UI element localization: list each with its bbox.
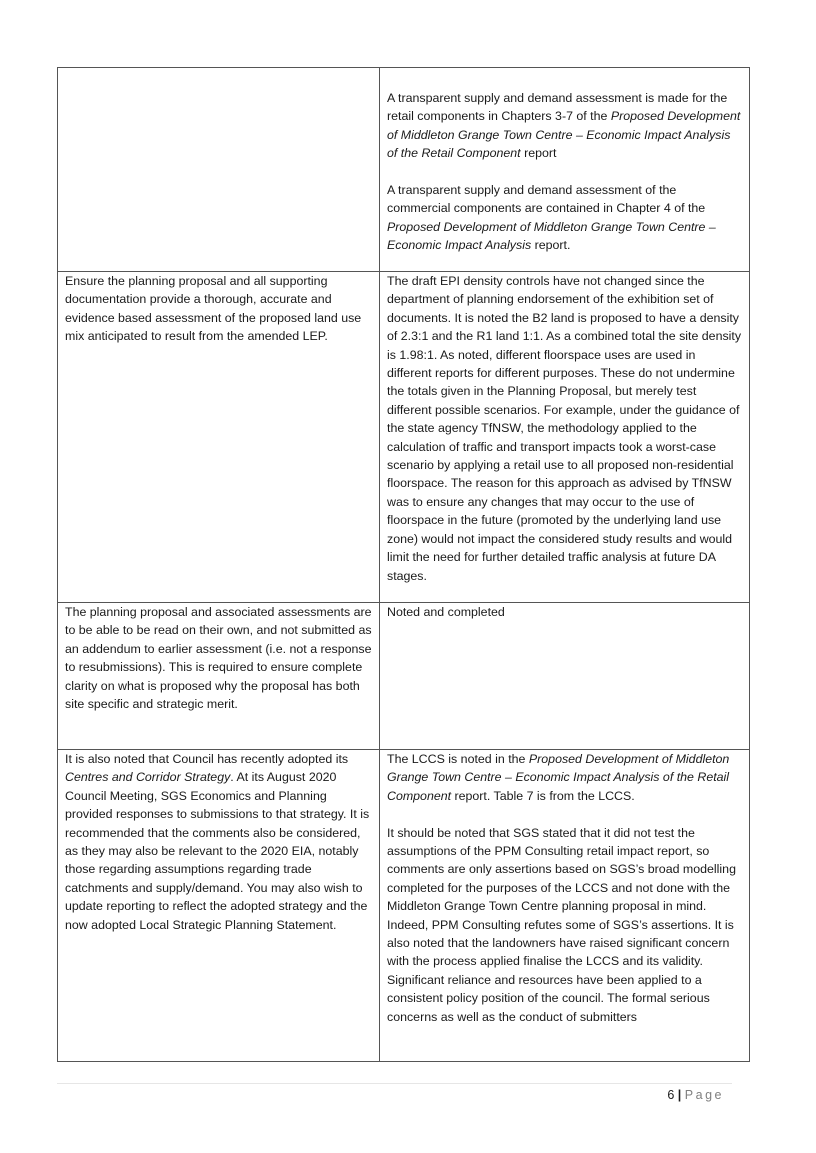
response-cell — [380, 750, 750, 1062]
requirement-cell — [58, 750, 380, 1062]
requirement-cell — [58, 68, 380, 272]
requirement-cell — [58, 272, 380, 603]
document-title-italic: Centres and Corridor Strategy — [65, 770, 231, 785]
cell-paragraph: The draft EPI density controls have not changed since the department of planning endorsement of the exhibition set of documents. It is noted the B2 land is proposed to have a density of 2.3:1 and the R1 land 1:1. As a combined total the site density is 1.98:1. As noted, different floorspace uses are used in different reports for different purposes. These do not undermine the totals given in the Planning Proposal, but merely test different possible scenarios. For example, under the guidance of the state agency TfNSW, the methodology applied to the calculation of traffic and transport impacts took a worst-case scenario by applying a retail use to all proposed non-residential floorspace. The reason for this approach as advised by TfNSW was to ensure any changes that may occur to the use of floorspace in the future (promoted by the underlying land use zone) would not impact the considered study results and would limit the need for further detailed traffic analysis at future DA stages. — [387, 274, 742, 583]
document-title-italic: Proposed Development of Middleton Grange Town Centre – Economic Impact Analysis of the Retail Component — [387, 109, 741, 161]
table-row — [58, 750, 750, 1062]
cell-paragraph: The planning proposal and associated assessments are to be able to be read on their own, and not submitted as an addendum to earlier assessment (i.e. not a response to resubmissions). This is required to ensure complete clarity on what is proposed why the proposal has both site specific and strategic merit. — [65, 605, 372, 712]
cell-paragraph: Ensure the planning proposal and all supporting documentation provide a thorough, accurate and evidence based assessment of the proposed land use mix anticipated to result from the amended LEP. — [65, 274, 362, 344]
response-table — [57, 67, 750, 1062]
cell-paragraph: The LCCS is noted in the Proposed Development of Middleton Grange Town Centre – Economic Impact Analysis of the Retail Component report. Table 7 is from the LCCS. — [387, 752, 730, 803]
paragraph-gap — [387, 805, 743, 823]
response-cell — [380, 603, 750, 750]
cell-paragraph: It is also noted that Council has recently adopted its Centres and Corridor Strategy. At its August 2020 Council Meeting, SGS Economics and Planning provided responses to submissions to that strategy. It is recommended that the comments also be considered, as they may also be relevant to the 2020 EIA, notably those regarding assumptions regarding trade catchments and supply/demand. You may also wish to update reporting to reflect the adopted strategy and the now adopted Local Strategic Planning Statement. — [65, 752, 370, 932]
response-cell — [380, 272, 750, 603]
document-title-italic: Proposed Development of Middleton Grange Town Centre – Economic Impact Analysis of the Retail Component — [387, 752, 730, 803]
cell-paragraph: A transparent supply and demand assessment of the commercial components are contained in Chapter 4 of the Proposed Development of Middleton Grange Town Centre – Economic Impact Analysis report. — [387, 183, 716, 253]
footer-divider — [57, 1083, 732, 1084]
table-row — [58, 272, 750, 603]
page-label: Page — [684, 1088, 724, 1102]
table-row — [58, 603, 750, 750]
cell-paragraph: A transparent supply and demand assessment is made for the retail components in Chapters 3-7 of the Proposed Development of Middleton Grange Town Centre – Economic Impact Analysis of the Retail Component report — [387, 91, 741, 161]
paragraph-gap — [387, 163, 743, 181]
response-cell — [380, 68, 750, 272]
table-row — [58, 68, 750, 272]
page-number: 6 — [667, 1088, 675, 1102]
page-footer — [667, 1088, 724, 1102]
document-title-italic: Proposed Development of Middleton Grange Town Centre – Economic Impact Analysis — [387, 219, 716, 253]
cell-paragraph: It should be noted that SGS stated that it did not test the assumptions of the PPM Consulting retail impact report, so comments are only assertions based on SGS’s broad modelling completed for the purposes of the LCCS and not done with the Middleton Grange Town Centre planning proposal in mind. Indeed, PPM Consulting refutes some of SGS’s assertions. It is also noted that the landowners have raised significant concern with the process applied finalise the LCCS and its validity. Significant reliance and resources have been applied to a consistent policy position of the council. The formal serious concerns as well as the conduct of submitters — [387, 825, 736, 1024]
requirement-cell — [58, 603, 380, 750]
footer-separator: | — [677, 1088, 682, 1102]
cell-paragraph: Noted and completed — [387, 605, 505, 619]
